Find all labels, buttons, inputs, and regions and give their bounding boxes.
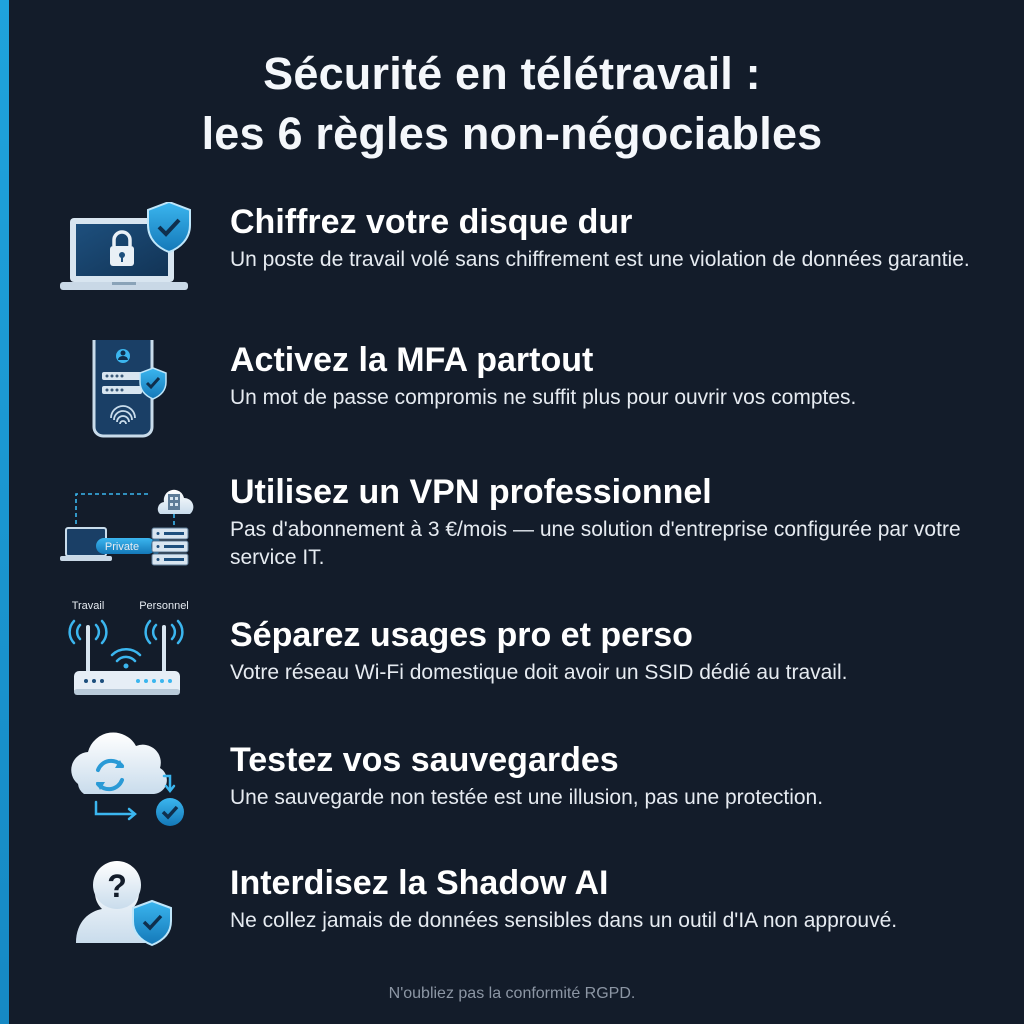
router-label-travail: Travail: [71, 600, 105, 612]
rule-heading: Activez la MFA partout: [230, 341, 594, 379]
vpn-tunnel-icon: [56, 472, 196, 582]
rule-heading: Chiffrez votre disque dur: [230, 203, 633, 241]
rule-heading: Interdisez la Shadow AI: [230, 864, 609, 902]
wifi-router-icon: [56, 595, 196, 705]
rule-disk-encryption: [0, 202, 1024, 322]
rule-description: Ne collez jamais de données sensibles dans un outil d'IA non approuvé.: [230, 909, 898, 932]
cloud-backup-check-icon: [56, 728, 196, 838]
rule-heading: Testez vos sauvegardes: [230, 741, 619, 779]
vpn-private-label: Private: [104, 541, 140, 553]
rule-separate-networks: [0, 600, 1024, 735]
svg-text:?: ?: [107, 868, 127, 904]
rule-description: Un poste de travail volé sans chiffrement est une violation de données garantie.: [230, 248, 970, 271]
rule-vpn: [0, 472, 1024, 592]
footer-note: N'oubliez pas la conformité RGPD.: [388, 985, 636, 1002]
rule-description: Votre réseau Wi-Fi domestique doit avoir un SSID dédié au travail.: [230, 661, 848, 684]
rule-test-backups: [0, 740, 1024, 860]
laptop-lock-shield-icon: [56, 202, 196, 312]
rule-description: Un mot de passe compromis ne suffit plus pour ouvrir vos comptes.: [230, 386, 857, 409]
rule-heading: Utilisez un VPN professionnel: [230, 473, 712, 511]
page-title: [0, 44, 1024, 164]
rule-description: Pas d'abonnement à 3 €/mois — une solution d'entreprise configurée par votre service IT.: [230, 518, 961, 569]
rule-description: Une sauvegarde non testée est une illusion, pas une protection.: [230, 786, 824, 809]
router-label-personnel: Personnel: [139, 600, 189, 612]
phone-mfa-fingerprint-icon: [56, 340, 196, 450]
page-title-line-2: les 6 règles non-négociables: [201, 108, 823, 159]
rule-shadow-ai: [0, 863, 1024, 983]
page-title-line-1: Sécurité en télétravail :: [263, 48, 761, 99]
rule-heading: Séparez usages pro et perso: [230, 616, 693, 654]
shadow-user-shield-icon: [56, 855, 196, 965]
rule-mfa: [0, 340, 1024, 460]
